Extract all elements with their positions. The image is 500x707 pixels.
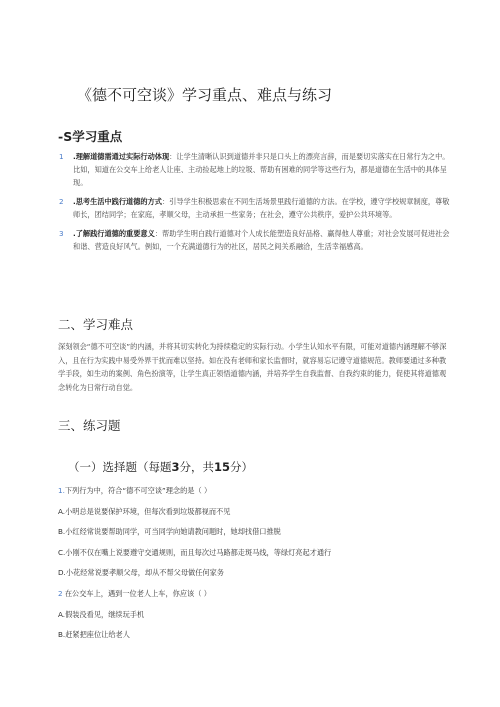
list-item [58,150,450,189]
question-text: 下列行为中，符合“德不可空谈”理念的是（ ） [64,486,212,495]
point-text: ：帮助学生明白践行道德对个人成长能塑造良好品格、赢得他人尊重；对社会发展可促进社会和谐、营造良好风气。例如，一个充满道德行为的社区，居民之间关系融洽，生活幸福感高。 [73,229,450,251]
difficulties-paragraph: 深刻领会“德不可空谈”的内涵，并将其切实转化为持续稳定的实际行动。小学生认知水平有限，可能对道德内涵理解不够深入，且在行为实践中易受外界干扰而难以坚持。如在没有老师和家长监督时，就容易忘记遵守道德规范。教师要通过多种教学手段，如生动的案例、角色扮演等，让学生真正领悟道德内涵，并培养学生自我监督、自我约束的能力，促使其将道德观念转化为日常行动自觉。 [58,342,447,392]
point-title: .思考生活中践行道德的方式 [73,197,162,206]
option-line [58,628,450,649]
option-text: B.小红经常说要帮助同学，可当同学向她请教问题时，她却找借口推脱 [58,527,281,537]
list-number: 3 [59,229,64,238]
option-text: D.小花经常说要孝顺父母，却从不帮父母做任何家务 [58,568,224,578]
option-text: A.小明总是说要保护环境，但每次看到垃圾都视而不见 [58,506,231,516]
question-number: 2 [58,588,63,598]
question-line [58,587,450,608]
option-text: C.小刚不仅在嘴上说要遵守交通规则，而且每次过马路都走斑马线，等绿灯亮起才通行 [58,547,332,557]
question-line [58,484,450,505]
question-text: 在公交车上，遇到一位老人上车，你应该（ ） [62,588,211,598]
point-title: .了解践行道德的重要意义 [73,229,155,238]
point-text: ：引导学生积极思索在不同生活场景里践行道德的方法。在学校，遵守学校规章制度，尊敬师长，团结同学；在家庭，孝顺父母，主动承担一些家务；在社会，遵守公共秩序，爱护公共环境等。 [73,197,450,219]
option-text: A.假装没看见，继续玩手机 [58,609,145,619]
key-points-list [58,150,450,259]
option-line [58,525,450,546]
point-text: ：让学生清晰认识到道德并非只是口头上的漂亮言辞，而是要切实落实在日常行为之中。比如，知道在公交车上给老人让座、主动捡起地上的垃圾、帮助有困难的同学等这些行为，都是道德在生活中的具体呈现。 [73,152,450,187]
question-number: 1. [58,486,65,495]
subheading-multiple-choice: （一）选择题（每题3分，共15分） [68,460,254,474]
option-line [58,608,450,629]
option-line [58,566,450,587]
option-line [58,505,450,526]
section-heading-exercises: 三、练习题 [58,418,121,433]
document-title: 《德不可空谈》学习重点、难点与练习 [77,86,333,104]
point-title: .理解道德需通过实际行动体现 [73,152,170,161]
question-list [58,484,450,649]
list-number: 2 [59,197,64,206]
list-item [58,227,450,253]
option-line [58,546,450,567]
section-heading-difficulties: 二、学习难点 [58,317,134,332]
list-item [58,195,450,221]
list-number: 1 [59,152,64,161]
option-text: B.赶紧把座位让给老人 [58,630,130,640]
section-heading-key-points: -S学习重点 [58,129,123,144]
